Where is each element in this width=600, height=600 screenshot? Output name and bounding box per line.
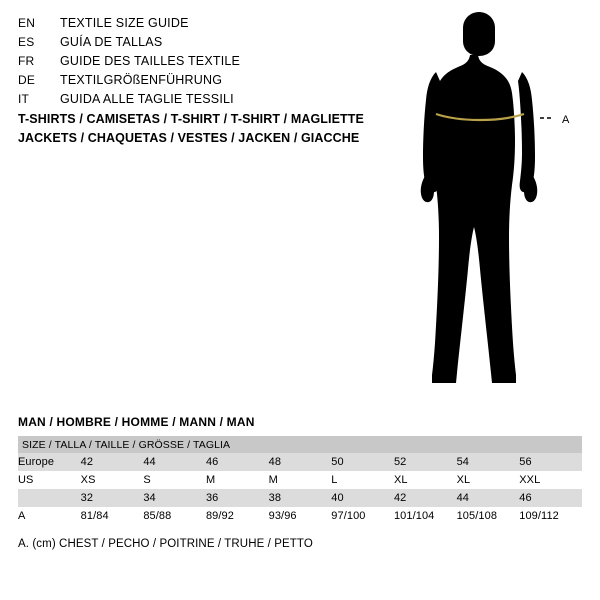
row-cell: 36: [206, 489, 269, 507]
language-row: [18, 35, 398, 54]
row-cell: 44: [143, 453, 206, 471]
language-row: [18, 16, 398, 35]
row-cell: 40: [331, 489, 394, 507]
size-table: [18, 436, 582, 525]
row-cell: 44: [457, 489, 520, 507]
size-table-section: [18, 415, 582, 550]
row-cell: M: [206, 471, 269, 489]
language-row: [18, 73, 398, 92]
row-cell: M: [269, 471, 332, 489]
row-cell: 50: [331, 453, 394, 471]
table-header-row: [18, 436, 582, 453]
row-cell: 109/112: [519, 507, 582, 525]
category-jackets: JACKETS / CHAQUETAS / VESTES / JACKEN / GIACCHE: [18, 131, 360, 145]
row-cell: 42: [81, 453, 144, 471]
row-cell: 52: [394, 453, 457, 471]
language-text: GUÍA DE TALLAS: [60, 35, 163, 49]
row-cell: 97/100: [331, 507, 394, 525]
category-list: [18, 110, 418, 148]
row-cell: 93/96: [269, 507, 332, 525]
row-cell: S: [143, 471, 206, 489]
row-cell: 105/108: [457, 507, 520, 525]
row-label: US: [18, 471, 81, 489]
row-cell: 85/88: [143, 507, 206, 525]
male-silhouette-icon: [400, 10, 600, 410]
language-text: GUIDE DES TAILLES TEXTILE: [60, 54, 241, 68]
language-row: [18, 92, 398, 111]
measure-label-a: A: [562, 114, 570, 126]
language-text: GUIDA ALLE TAGLIE TESSILI: [60, 92, 234, 106]
row-cell: 101/104: [394, 507, 457, 525]
language-text: TEXTILGRÖßENFÜHRUNG: [60, 73, 223, 87]
table-row: [18, 471, 582, 489]
row-cell: 56: [519, 453, 582, 471]
language-list: [18, 16, 398, 111]
table-title: MAN / HOMBRE / HOMME / MANN / MAN: [18, 415, 255, 429]
category-tshirts: T-SHIRTS / CAMISETAS / T-SHIRT / T-SHIRT / MAGLIETTE: [18, 112, 364, 126]
row-cell: 48: [269, 453, 332, 471]
row-cell: XL: [394, 471, 457, 489]
row-cell: 42: [394, 489, 457, 507]
table-row: [18, 507, 582, 525]
row-cell: L: [331, 471, 394, 489]
language-code: IT: [18, 92, 30, 106]
language-code: ES: [18, 35, 35, 49]
row-label: Europe: [18, 453, 81, 471]
row-cell: XXL: [519, 471, 582, 489]
language-code: FR: [18, 54, 35, 68]
row-cell: 89/92: [206, 507, 269, 525]
language-code: DE: [18, 73, 36, 87]
row-cell: 46: [206, 453, 269, 471]
row-cell: 46: [519, 489, 582, 507]
row-cell: 32: [81, 489, 144, 507]
body-figure: [400, 10, 600, 410]
row-cell: 81/84: [81, 507, 144, 525]
language-row: [18, 54, 398, 73]
table-header-label: SIZE / TALLA / TAILLE / GRÖSSE / TAGLIA: [18, 436, 582, 453]
row-cell: 38: [269, 489, 332, 507]
language-code: EN: [18, 16, 36, 30]
table-row: [18, 489, 582, 507]
row-cell: XS: [81, 471, 144, 489]
row-cell: 54: [457, 453, 520, 471]
language-text: TEXTILE SIZE GUIDE: [60, 16, 189, 30]
table-footnote: A. (cm) CHEST / PECHO / POITRINE / TRUHE / PETTO: [18, 538, 313, 550]
table-row: [18, 453, 582, 471]
row-label: [18, 489, 81, 507]
row-cell: 34: [143, 489, 206, 507]
row-cell: XL: [457, 471, 520, 489]
row-label: A: [18, 507, 81, 525]
